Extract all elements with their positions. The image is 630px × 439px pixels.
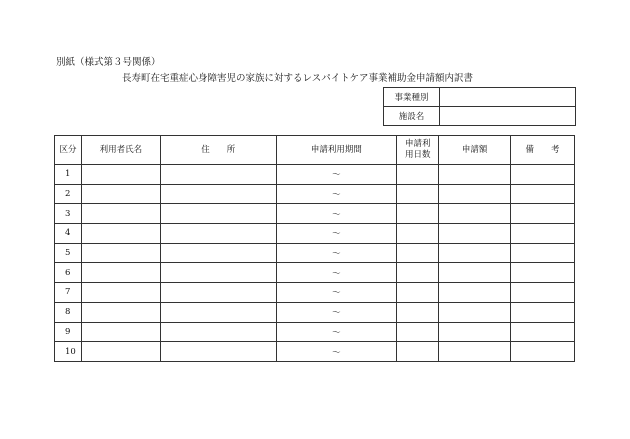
- remarks-cell[interactable]: [511, 322, 575, 342]
- remarks-cell[interactable]: [511, 224, 575, 244]
- business-type-field[interactable]: [440, 88, 576, 107]
- facility-name-label: 施設名: [384, 107, 440, 126]
- period-cell[interactable]: ～: [276, 302, 397, 322]
- col-header-category: 区分: [55, 136, 82, 165]
- days-cell[interactable]: [397, 263, 439, 283]
- row-index: 2: [55, 184, 82, 204]
- address-cell[interactable]: [160, 283, 276, 303]
- address-cell[interactable]: [160, 322, 276, 342]
- col-header-amount: 申請額: [439, 136, 511, 165]
- address-cell[interactable]: [160, 224, 276, 244]
- table-row: [55, 322, 575, 342]
- days-cell[interactable]: [397, 204, 439, 224]
- days-cell[interactable]: [397, 224, 439, 244]
- user-name-cell[interactable]: [81, 302, 160, 322]
- col-header-address: 住 所: [160, 136, 276, 165]
- user-name-cell[interactable]: [81, 184, 160, 204]
- remarks-cell[interactable]: [511, 283, 575, 303]
- table-row: [55, 184, 575, 204]
- user-name-cell[interactable]: [81, 224, 160, 244]
- address-cell[interactable]: [160, 165, 276, 185]
- facility-name-field[interactable]: [440, 107, 576, 126]
- amount-cell[interactable]: [439, 263, 511, 283]
- period-cell[interactable]: ～: [276, 204, 397, 224]
- col-header-period: 申請利用期間: [276, 136, 397, 165]
- days-cell[interactable]: [397, 302, 439, 322]
- period-cell[interactable]: ～: [276, 224, 397, 244]
- address-cell[interactable]: [160, 302, 276, 322]
- table-row: [55, 302, 575, 322]
- col-header-user-name: 利用者氏名: [81, 136, 160, 165]
- amount-cell[interactable]: [439, 224, 511, 244]
- row-index: 8: [55, 302, 82, 322]
- amount-cell[interactable]: [439, 302, 511, 322]
- address-cell[interactable]: [160, 204, 276, 224]
- amount-cell[interactable]: [439, 283, 511, 303]
- row-index: 1: [55, 165, 82, 185]
- address-cell[interactable]: [160, 342, 276, 362]
- days-cell[interactable]: [397, 184, 439, 204]
- user-name-cell[interactable]: [81, 283, 160, 303]
- row-index: 5: [55, 243, 82, 263]
- period-cell[interactable]: ～: [276, 283, 397, 303]
- remarks-cell[interactable]: [511, 165, 575, 185]
- period-cell[interactable]: ～: [276, 184, 397, 204]
- address-cell[interactable]: [160, 184, 276, 204]
- amount-cell[interactable]: [439, 184, 511, 204]
- amount-cell[interactable]: [439, 243, 511, 263]
- amount-cell[interactable]: [439, 342, 511, 362]
- remarks-cell[interactable]: [511, 184, 575, 204]
- period-cell[interactable]: ～: [276, 342, 397, 362]
- period-cell[interactable]: ～: [276, 165, 397, 185]
- amount-cell[interactable]: [439, 322, 511, 342]
- user-name-cell[interactable]: [81, 165, 160, 185]
- col-header-days: 申請利 用日数: [397, 136, 439, 165]
- period-cell[interactable]: ～: [276, 263, 397, 283]
- remarks-cell[interactable]: [511, 263, 575, 283]
- days-cell[interactable]: [397, 243, 439, 263]
- days-cell[interactable]: [397, 165, 439, 185]
- address-cell[interactable]: [160, 263, 276, 283]
- document-title: 長寿町在宅重症心身障害児の家族に対するレスパイトケア事業補助金申請額内訳書: [122, 73, 474, 84]
- info-row: [384, 88, 576, 107]
- row-index: 4: [55, 224, 82, 244]
- application-breakdown-table: [54, 135, 575, 362]
- table-row: [55, 342, 575, 362]
- table-row: [55, 224, 575, 244]
- remarks-cell[interactable]: [511, 204, 575, 224]
- user-name-cell[interactable]: [81, 342, 160, 362]
- info-row: [384, 107, 576, 126]
- amount-cell[interactable]: [439, 165, 511, 185]
- row-index: 10: [55, 342, 82, 362]
- user-name-cell[interactable]: [81, 204, 160, 224]
- table-header-row: [55, 136, 575, 165]
- address-cell[interactable]: [160, 243, 276, 263]
- user-name-cell[interactable]: [81, 322, 160, 342]
- remarks-cell[interactable]: [511, 243, 575, 263]
- user-name-cell[interactable]: [81, 243, 160, 263]
- row-index: 7: [55, 283, 82, 303]
- col-header-remarks: 備 考: [511, 136, 575, 165]
- table-row: [55, 243, 575, 263]
- form-reference: 別紙（様式第３号関係）: [56, 57, 161, 68]
- row-index: 3: [55, 204, 82, 224]
- period-cell[interactable]: ～: [276, 243, 397, 263]
- row-index: 6: [55, 263, 82, 283]
- user-name-cell[interactable]: [81, 263, 160, 283]
- amount-cell[interactable]: [439, 204, 511, 224]
- table-row: [55, 165, 575, 185]
- business-type-label: 事業種別: [384, 88, 440, 107]
- table-row: [55, 204, 575, 224]
- days-cell[interactable]: [397, 342, 439, 362]
- remarks-cell[interactable]: [511, 302, 575, 322]
- facility-info-box: [383, 87, 576, 126]
- remarks-cell[interactable]: [511, 342, 575, 362]
- period-cell[interactable]: ～: [276, 322, 397, 342]
- days-cell[interactable]: [397, 322, 439, 342]
- table-row: [55, 263, 575, 283]
- table-row: [55, 283, 575, 303]
- row-index: 9: [55, 322, 82, 342]
- days-cell[interactable]: [397, 283, 439, 303]
